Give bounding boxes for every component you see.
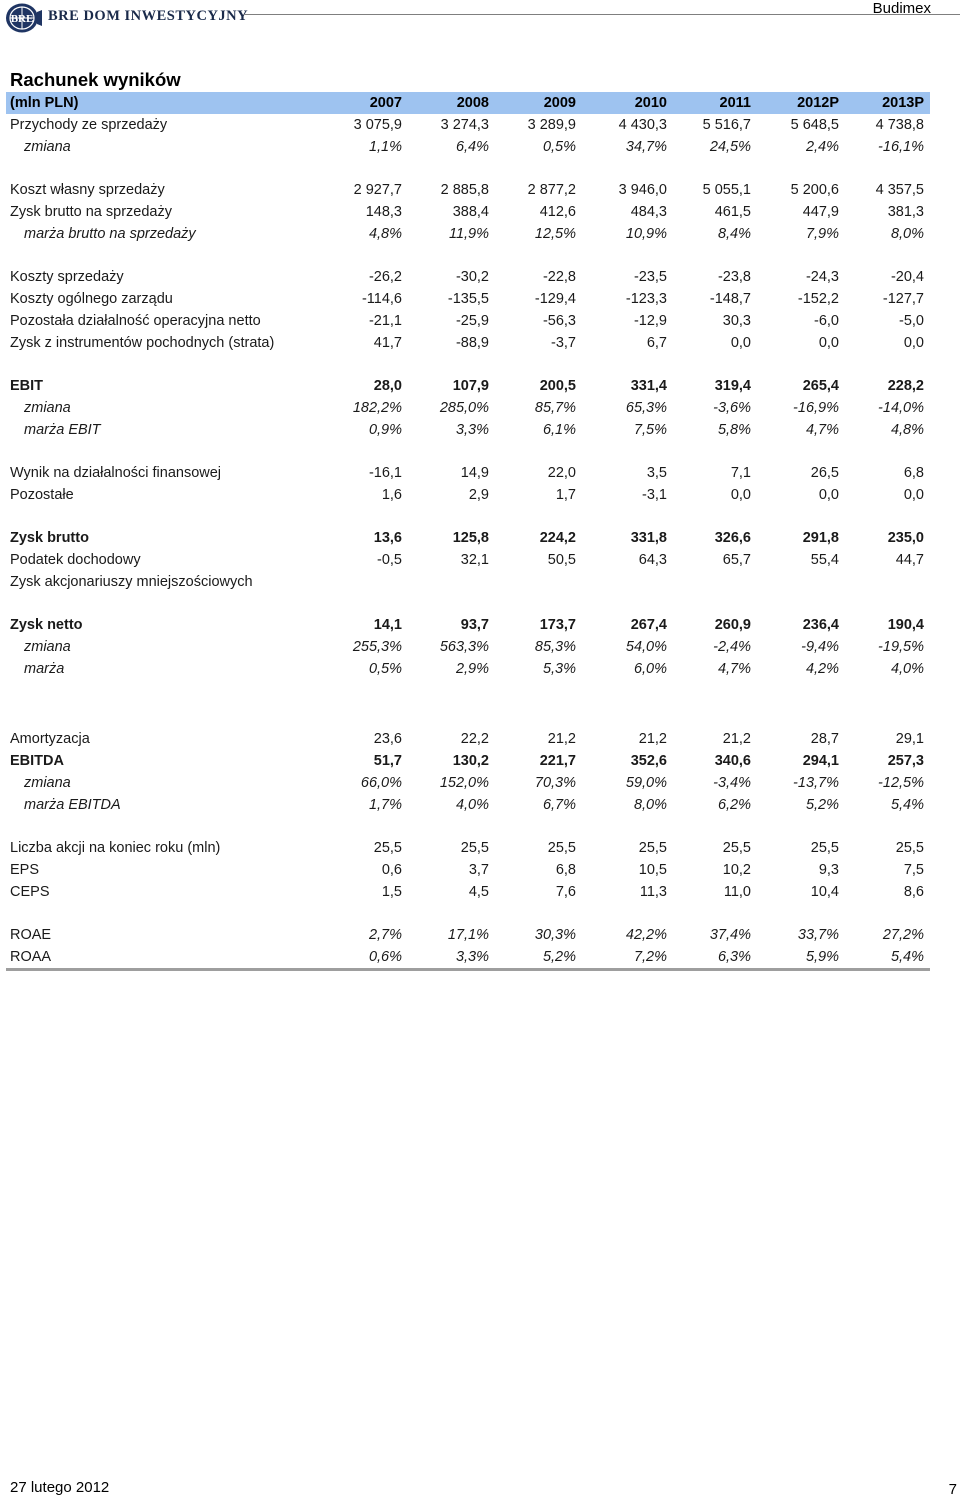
table-row	[6, 571, 930, 593]
table-row	[6, 924, 930, 946]
year-header: 2008	[408, 92, 495, 114]
cell-value: 3,5	[646, 465, 667, 481]
cell-value: -12,9	[633, 313, 667, 329]
row-label: Amortyzacja	[10, 731, 90, 747]
cell-value	[845, 571, 930, 593]
cell-value: 8,0%	[890, 226, 924, 242]
table-row	[6, 794, 930, 816]
cell-value: 25,5	[810, 840, 839, 856]
cell-value: 25,5	[638, 840, 667, 856]
cell-value: 352,6	[630, 753, 667, 769]
cell-value: 125,8	[452, 530, 489, 546]
cell-value: 14,9	[460, 465, 489, 481]
cell-value: 3,7	[468, 862, 489, 878]
row-label: Koszty ogólnego zarządu	[10, 291, 173, 307]
cell-value: 6,1%	[542, 422, 576, 438]
table-row	[6, 881, 930, 903]
row-label: marża EBIT	[24, 422, 101, 438]
cell-value: 25,5	[722, 840, 751, 856]
cell-value: 484,3	[630, 204, 667, 220]
cell-value: -16,1%	[878, 139, 924, 155]
cell-value: -19,5%	[878, 639, 924, 655]
table-row	[6, 462, 930, 484]
cell-value: 8,6	[903, 884, 924, 900]
table-row	[6, 223, 930, 245]
row-spacer	[6, 903, 930, 924]
table-row	[6, 179, 930, 201]
cell-value: -21,1	[368, 313, 402, 329]
row-spacer	[6, 593, 930, 614]
cell-value: 224,2	[539, 530, 576, 546]
row-label: Przychody ze sprzedaży	[10, 117, 168, 133]
row-label: zmiana	[24, 400, 71, 416]
table-row	[6, 332, 930, 354]
cell-value: -148,7	[709, 291, 751, 307]
cell-value: -16,1	[368, 465, 402, 481]
cell-value: 8,4%	[717, 226, 751, 242]
cell-value: 319,4	[714, 378, 751, 394]
cell-value: 6,3%	[673, 946, 757, 970]
row-label: Liczba akcji na koniec roku (mln)	[10, 840, 221, 856]
footer-date: 27 lutego 2012	[10, 1479, 110, 1496]
cell-value: 0,0	[903, 335, 924, 351]
table-row	[6, 859, 930, 881]
cell-value: 1,7	[555, 487, 576, 503]
cell-value: 0,0	[730, 487, 751, 503]
cell-value: 1,7%	[368, 797, 402, 813]
cell-value: 3 946,0	[618, 182, 667, 198]
cell-value	[582, 571, 673, 593]
cell-value: -0,5	[377, 552, 402, 568]
cell-value: 7,6	[555, 884, 576, 900]
cell-value: 285,0%	[439, 400, 489, 416]
cell-value: -129,4	[534, 291, 576, 307]
row-label: zmiana	[24, 775, 71, 791]
cell-value: 4,7%	[717, 661, 751, 677]
cell-value: 65,7	[722, 552, 751, 568]
row-spacer	[6, 704, 930, 728]
cell-value: -23,8	[717, 269, 751, 285]
cell-value: 331,4	[630, 378, 667, 394]
cell-value: 28,7	[810, 731, 839, 747]
table-row	[6, 201, 930, 223]
cell-value: 255,3%	[352, 639, 402, 655]
cell-value: 228,2	[887, 378, 924, 394]
cell-value: 236,4	[802, 617, 839, 633]
cell-value: 6,2%	[717, 797, 751, 813]
cell-value: -88,9	[455, 335, 489, 351]
row-label: Zysk akcjonariuszy mniejszościowych	[10, 574, 253, 590]
cell-value: 29,1	[895, 731, 924, 747]
cell-value: 28,0	[373, 378, 402, 394]
row-spacer	[6, 354, 930, 375]
brand-name: BRE DOM INWESTYCYJNY	[48, 8, 249, 24]
cell-value: 23,6	[373, 731, 402, 747]
cell-value: 107,9	[452, 378, 489, 394]
cell-value: 200,5	[539, 378, 576, 394]
cell-value: 33,7%	[797, 927, 839, 943]
row-label: CEPS	[10, 884, 50, 900]
row-label: Pozostałe	[10, 487, 74, 503]
cell-value: 14,1	[373, 617, 402, 633]
cell-value: 2,4%	[805, 139, 839, 155]
cell-value: 1,6	[381, 487, 402, 503]
table-row	[6, 114, 930, 136]
table-row	[6, 636, 930, 658]
row-label: Pozostała działalność operacyjna netto	[10, 313, 261, 329]
cell-value: 5,2%	[495, 946, 582, 970]
table-row	[6, 527, 930, 549]
cell-value: 5 055,1	[702, 182, 751, 198]
cell-value: 4,0%	[455, 797, 489, 813]
table-row	[6, 837, 930, 859]
cell-value: 3 075,9	[353, 117, 402, 133]
row-label: Zysk z instrumentów pochodnych (strata)	[10, 335, 275, 351]
cell-value: 130,2	[452, 753, 489, 769]
cell-value: 12,5%	[534, 226, 576, 242]
cell-value: -30,2	[455, 269, 489, 285]
cell-value: 235,0	[887, 530, 924, 546]
page-number: 7	[948, 1481, 957, 1498]
cell-value: 563,3%	[439, 639, 489, 655]
cell-value: -16,9%	[793, 400, 839, 416]
row-spacer	[6, 816, 930, 837]
cell-value: 50,5	[547, 552, 576, 568]
cell-value: 10,9%	[625, 226, 667, 242]
year-header: 2007	[321, 92, 408, 114]
cell-value: -13,7%	[793, 775, 839, 791]
cell-value: 173,7	[539, 617, 576, 633]
cell-value: 6,7	[646, 335, 667, 351]
table-row	[6, 946, 930, 970]
cell-value: -23,5	[633, 269, 667, 285]
cell-value: 0,0	[818, 335, 839, 351]
cell-value: 93,7	[460, 617, 489, 633]
cell-value: 447,9	[802, 204, 839, 220]
cell-value: 265,4	[802, 378, 839, 394]
table-row	[6, 484, 930, 506]
row-spacer	[6, 245, 930, 266]
cell-value: 0,5%	[368, 661, 402, 677]
cell-value: 85,3%	[534, 639, 576, 655]
row-label: Zysk brutto	[10, 530, 89, 546]
cell-value: 6,8	[555, 862, 576, 878]
cell-value: 85,7%	[534, 400, 576, 416]
cell-value: 21,2	[638, 731, 667, 747]
cell-value: 64,3	[638, 552, 667, 568]
cell-value: -24,3	[805, 269, 839, 285]
cell-value: 30,3	[722, 313, 751, 329]
cell-value: 294,1	[802, 753, 839, 769]
cell-value: -3,6%	[713, 400, 751, 416]
cell-value: -12,5%	[878, 775, 924, 791]
cell-value: 4,7%	[805, 422, 839, 438]
cell-value: 4,8%	[890, 422, 924, 438]
cell-value: 5,2%	[805, 797, 839, 813]
row-spacer	[6, 158, 930, 179]
table-row	[6, 419, 930, 441]
table-row	[6, 310, 930, 332]
table-row	[6, 614, 930, 636]
cell-value: 4 430,3	[618, 117, 667, 133]
cell-value: 66,0%	[360, 775, 402, 791]
cell-value: -3,4%	[713, 775, 751, 791]
cell-value: 24,5%	[709, 139, 751, 155]
table-row	[6, 750, 930, 772]
cell-value: -25,9	[455, 313, 489, 329]
cell-value: 7,9%	[805, 226, 839, 242]
cell-value: 267,4	[630, 617, 667, 633]
cell-value: 17,1%	[447, 927, 489, 943]
cell-value: 42,2%	[625, 927, 667, 943]
cell-value: -123,3	[625, 291, 667, 307]
cell-value: 4,0%	[890, 661, 924, 677]
cell-value: 5,4%	[845, 946, 930, 970]
row-label: marża EBITDA	[24, 797, 121, 813]
cell-value: 4,8%	[368, 226, 402, 242]
cell-value: -3,1	[642, 487, 667, 503]
cell-value: 0,0	[730, 335, 751, 351]
cell-value: 0,0	[903, 487, 924, 503]
cell-value	[757, 571, 845, 593]
page-header	[0, 0, 960, 36]
cell-value: 6,7%	[542, 797, 576, 813]
table-row	[6, 772, 930, 794]
cell-value: 11,9%	[448, 226, 489, 242]
cell-value: 5,3%	[542, 661, 576, 677]
cell-value: 7,5%	[633, 422, 667, 438]
year-header: 2012P	[757, 92, 845, 114]
cell-value: -5,0	[899, 313, 924, 329]
cell-value: 10,4	[810, 884, 839, 900]
cell-value: -22,8	[542, 269, 576, 285]
cell-value: 8,0%	[633, 797, 667, 813]
cell-value: 44,7	[895, 552, 924, 568]
row-label: EBIT	[10, 378, 44, 394]
unit-header: (mln PLN)	[6, 92, 321, 114]
cell-value: 5 516,7	[702, 117, 751, 133]
cell-value: 37,4%	[709, 927, 751, 943]
cell-value: 221,7	[539, 753, 576, 769]
cell-value: 3,3%	[408, 946, 495, 970]
row-label: ROAE	[10, 927, 52, 943]
cell-value: 51,7	[373, 753, 402, 769]
cell-value: 260,9	[714, 617, 751, 633]
cell-value: 4,2%	[805, 661, 839, 677]
row-label: Podatek dochodowy	[10, 552, 141, 568]
cell-value: 190,4	[887, 617, 924, 633]
cell-value: 148,3	[365, 204, 402, 220]
row-label: marża brutto na sprzedaży	[24, 226, 196, 242]
cell-value: 25,5	[547, 840, 576, 856]
row-label: ROAA	[6, 946, 321, 970]
cell-value: 6,8	[903, 465, 924, 481]
cell-value: 3 289,9	[527, 117, 576, 133]
table-row	[6, 549, 930, 571]
cell-value: 3 274,3	[440, 117, 489, 133]
cell-value: 26,5	[810, 465, 839, 481]
cell-value: -9,4%	[801, 639, 839, 655]
cell-value: -114,6	[361, 291, 402, 307]
cell-value: -14,0%	[878, 400, 924, 416]
year-header: 2010	[582, 92, 673, 114]
cell-value: 11,0	[723, 884, 751, 900]
cell-value: 2,9%	[455, 661, 489, 677]
cell-value: 2 927,7	[353, 182, 402, 198]
cell-value: 4 738,8	[875, 117, 924, 133]
row-spacer	[6, 441, 930, 462]
row-label: zmiana	[24, 639, 71, 655]
cell-value: 21,2	[547, 731, 576, 747]
cell-value: 2 885,8	[440, 182, 489, 198]
row-label: Koszt własny sprzedaży	[10, 182, 165, 198]
company-name: Budimex	[872, 0, 931, 17]
cell-value: 59,0%	[625, 775, 667, 791]
cell-value: 25,5	[460, 840, 489, 856]
cell-value	[408, 571, 495, 593]
table-row	[6, 288, 930, 310]
year-header: 2011	[673, 92, 757, 114]
cell-value: 2,7%	[368, 927, 402, 943]
table-row	[6, 266, 930, 288]
cell-value	[495, 571, 582, 593]
cell-value: 6,0%	[633, 661, 667, 677]
cell-value: 70,3%	[534, 775, 576, 791]
bre-logo-icon	[4, 2, 44, 34]
cell-value: 0,0	[818, 487, 839, 503]
cell-value: 25,5	[895, 840, 924, 856]
cell-value: 21,2	[722, 731, 751, 747]
cell-value: 0,6	[381, 862, 402, 878]
cell-value: 6,4%	[455, 139, 489, 155]
cell-value: -20,4	[890, 269, 924, 285]
cell-value: 0,5%	[542, 139, 576, 155]
cell-value: 10,5	[638, 862, 667, 878]
row-label: Koszty sprzedaży	[10, 269, 124, 285]
cell-value: 5 648,5	[790, 117, 839, 133]
cell-value: 2 877,2	[527, 182, 576, 198]
cell-value: 2,9	[468, 487, 489, 503]
cell-value: 388,4	[452, 204, 489, 220]
cell-value: 5 200,6	[790, 182, 839, 198]
cell-value: 25,5	[373, 840, 402, 856]
cell-value: -2,4%	[713, 639, 751, 655]
row-label: zmiana	[24, 139, 71, 155]
cell-value: 182,2%	[352, 400, 402, 416]
table-row	[6, 728, 930, 750]
header-divider	[244, 14, 960, 15]
cell-value: 7,1	[730, 465, 751, 481]
table-row	[6, 658, 930, 680]
cell-value: 5,8%	[717, 422, 751, 438]
cell-value: 65,3%	[625, 400, 667, 416]
income-statement-table	[6, 92, 930, 971]
cell-value: 7,5	[903, 862, 924, 878]
cell-value: 0,6%	[321, 946, 408, 970]
cell-value: 4 357,5	[875, 182, 924, 198]
cell-value: -152,2	[797, 291, 839, 307]
row-label: Wynik na działalności finansowej	[10, 465, 222, 481]
page-title: Rachunek wyników	[10, 69, 181, 90]
cell-value: 34,7%	[625, 139, 667, 155]
cell-value: 1,1%	[368, 139, 402, 155]
cell-value: 340,6	[714, 753, 751, 769]
row-label: Zysk netto	[10, 617, 83, 633]
cell-value: 22,2	[460, 731, 489, 747]
cell-value: 41,7	[373, 335, 402, 351]
cell-value: 257,3	[887, 753, 924, 769]
row-label: EBITDA	[10, 753, 64, 769]
cell-value: 5,4%	[890, 797, 924, 813]
cell-value: -56,3	[542, 313, 576, 329]
cell-value: 30,3%	[534, 927, 576, 943]
cell-value: -135,5	[447, 291, 489, 307]
cell-value: 13,6	[373, 530, 402, 546]
cell-value: 7,2%	[582, 946, 673, 970]
cell-value: 3,3%	[455, 422, 489, 438]
table-row	[6, 375, 930, 397]
cell-value: 32,1	[460, 552, 489, 568]
cell-value: 22,0	[547, 465, 576, 481]
cell-value: 1,5	[381, 884, 402, 900]
table-row	[6, 136, 930, 158]
table-header-row	[6, 92, 930, 114]
cell-value: -127,7	[882, 291, 924, 307]
row-spacer	[6, 506, 930, 527]
cell-value: 10,2	[722, 862, 751, 878]
cell-value: -3,7	[551, 335, 576, 351]
cell-value: 381,3	[887, 204, 924, 220]
year-header: 2013P	[845, 92, 930, 114]
cell-value: 4,5	[468, 884, 489, 900]
cell-value: 461,5	[714, 204, 751, 220]
cell-value: 27,2%	[882, 927, 924, 943]
cell-value: 331,8	[630, 530, 667, 546]
cell-value: 152,0%	[439, 775, 489, 791]
cell-value: 54,0%	[625, 639, 667, 655]
cell-value	[321, 571, 408, 593]
cell-value	[673, 571, 757, 593]
cell-value: 291,8	[802, 530, 839, 546]
cell-value: 0,9%	[368, 422, 402, 438]
year-header: 2009	[495, 92, 582, 114]
cell-value: 9,3	[818, 862, 839, 878]
cell-value: 5,9%	[757, 946, 845, 970]
cell-value: -26,2	[368, 269, 402, 285]
svg-text:BRE: BRE	[10, 13, 34, 25]
cell-value: 412,6	[539, 204, 576, 220]
row-label: marża	[24, 661, 65, 677]
cell-value: 55,4	[810, 552, 839, 568]
cell-value: 326,6	[714, 530, 751, 546]
row-spacer	[6, 680, 930, 704]
cell-value: -6,0	[814, 313, 839, 329]
cell-value: 11,3	[639, 884, 667, 900]
row-label: EPS	[10, 862, 40, 878]
table-row	[6, 397, 930, 419]
row-label: Zysk brutto na sprzedaży	[10, 204, 172, 220]
